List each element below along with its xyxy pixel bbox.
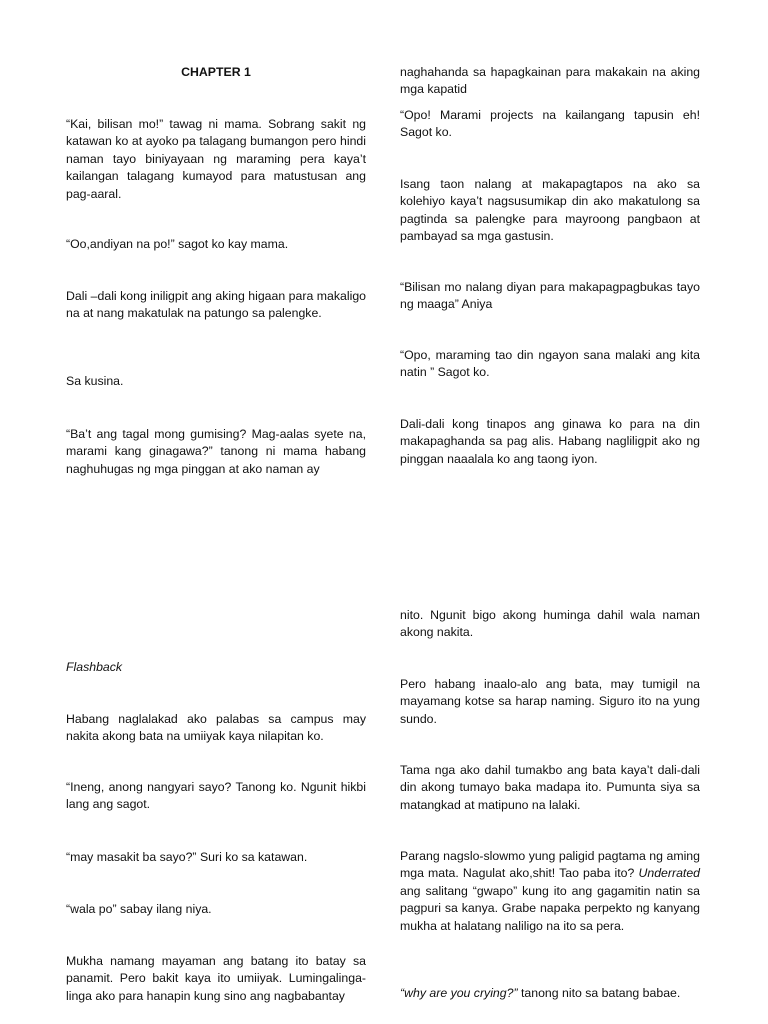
paragraph: naghahanda sa hapagkainan para makakain na aking mga kapatid — [400, 65, 700, 97]
paragraph: Dali –dali kong iniligpit ang aking higaan para makaligo na at nang makatulak na patungo sa palengke. — [66, 289, 366, 321]
paragraph — [400, 985, 700, 1002]
flashback-label: Flashback — [66, 660, 123, 674]
paragraph: “Opo! Marami projects na kailangang tapusin eh! Sagot ko. — [400, 108, 700, 140]
paragraph: “Ineng, anong nangyari sayo? Tanong ko. Ngunit hikbi lang ang sagot. — [66, 780, 366, 812]
paragraph: “Ba’t ang tagal mong gumising? Mag-aalas syete na, marami kang ginagawa?” tanong ni mama habang naghuhugas ng mga pinggan at ako naman ay — [66, 427, 366, 476]
paragraph: Sa kusina. — [66, 374, 124, 388]
paragraph: Habang naglalakad ako palabas sa campus may nakita akong bata na umiiyak kaya nilapitan ko. — [66, 712, 366, 744]
italic-quote: “why are you crying?” — [400, 986, 518, 1000]
paragraph: Pero habang inaalo-alo ang bata, may tumigil na mayamang kotse sa harap naming. Siguro ito na yung sundo. — [400, 677, 700, 726]
paragraph: nito. Ngunit bigo akong huminga dahil wala naman akong nakita. — [400, 608, 700, 640]
paragraph: “Opo, maraming tao din ngayon sana malaki ang kita natin ” Sagot ko. — [400, 348, 700, 380]
paragraph — [400, 848, 700, 935]
paragraph: “may masakit ba sayo?” Suri ko sa katawan. — [66, 850, 308, 864]
paragraph: “Kai, bilisan mo!” tawag ni mama. Sobrang sakit ng katawan ko at ayoko pa talagang bumangon pero hindi naman tayo biniyayaan ng maraming pera kaya’t kailangan talagang kumayod para matustusan ang pag-aaral. — [66, 117, 366, 201]
right-column — [400, 0, 700, 1024]
italic-word: Underrated — [638, 866, 701, 881]
paragraph: Tama nga ako dahil tumakbo ang bata kaya’t dali-dali din akong tumayo baka madapa ito. Pumunta siya sa matangkad at matipuno na lalaki. — [400, 763, 700, 812]
paragraph-text: ang salitang “gwapo” kung ito ang gagamitin natin sa pagpuri sa kanya. Grabe napaka perpekto ng kanyang mukha at halatang naliligo na ito sa pera. — [400, 883, 700, 933]
paragraph: Mukha namang mayaman ang batang ito batay sa panamit. Pero bakit kaya ito umiiyak. Lumingalinga-linga ako para hanapin kung sino ang nagbabantay — [66, 954, 366, 1003]
paragraph: Isang taon nalang at makapagtapos na ako sa kolehiyo kaya’t nagsusumikap din ako makatulong sa pagtinda sa palengke para mayroong pangbaon at pambayad sa mga gastusin. — [400, 177, 700, 244]
paragraph: “wala po” sabay ilang niya. — [66, 902, 212, 916]
paragraph-text: tanong nito sa batang babae. — [517, 986, 681, 1000]
left-column — [66, 0, 366, 1024]
paragraph: Dali-dali kong tinapos ang ginawa ko para na din makapaghanda sa pag alis. Habang nagliligpit ako ng pinggan naaalala ko ang taong iyon. — [400, 417, 700, 466]
paragraph: “Oo,andiyan na po!” sagot ko kay mama. — [66, 237, 289, 251]
paragraph-text: Parang nagslo-slowmo yung paligid pagtama ng aming mga mata. Nagulat ako,shit! Tao paba ito? — [400, 849, 700, 881]
chapter-title: CHAPTER 1 — [181, 65, 251, 79]
paragraph: “Bilisan mo nalang diyan para makapagpagbukas tayo ng maaga” Aniya — [400, 280, 700, 312]
